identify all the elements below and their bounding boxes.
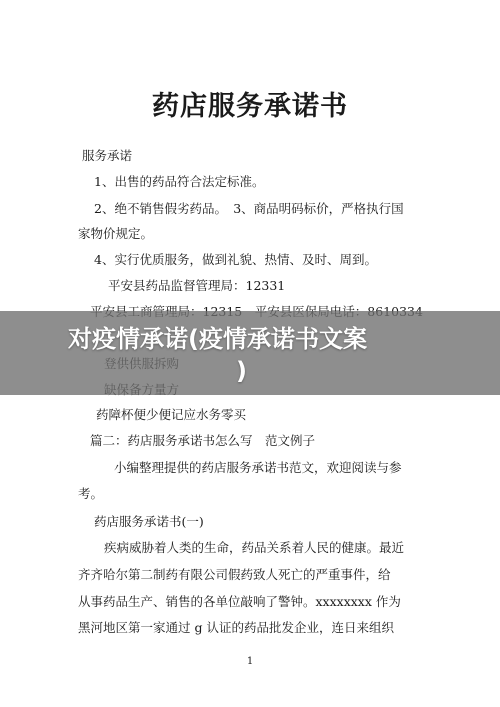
text-line: 齐齐哈尔第二制药有限公司假药致人死亡的严重事件，给 [78, 567, 391, 582]
text-line: 篇二：药店服务承诺书怎么写 范文例子 [90, 433, 316, 448]
text-line: 平安县药品监督管理局：12331 [108, 278, 286, 293]
page-number: 1 [246, 656, 254, 667]
banner-title-line2: ) [236, 357, 247, 385]
text-line: 从事药品生产、销售的各单位敲响了警钟。xxxxxxxx 作为 [78, 594, 401, 609]
title-overlay-banner [0, 311, 500, 395]
text-line: 黑河地区第一家通过 g 认证的药品批发企业，连日来组织 [78, 620, 394, 635]
text-line: 考。 [78, 486, 104, 501]
text-line: 疾病威胁着人类的生命，药品关系着人民的健康。最近 [104, 540, 405, 555]
text-line: 1、出售的药品符合法定标准。 [94, 174, 265, 189]
text-line: 家物价规定。 [78, 226, 154, 241]
text-line: 小编整理提供的药店服务承诺书范文，欢迎阅读与参 [114, 460, 402, 475]
text-line: 药障杯便少便记应水务零买 [96, 407, 247, 422]
text-line: 4、实行优质服务，做到礼貌、热情、及时、周到。 [94, 252, 377, 267]
text-line: 服务承诺 [82, 148, 133, 163]
text-line: 药店服务承诺书(一) [94, 514, 204, 529]
document-title: 药店服务承诺书 [152, 91, 348, 122]
banner-title-line1: 对疫情承诺(疫情承诺书文案 [68, 325, 367, 353]
text-line: 2、绝不销售假劣药品。 3、商品明码标价，严格执行国 [94, 201, 404, 216]
